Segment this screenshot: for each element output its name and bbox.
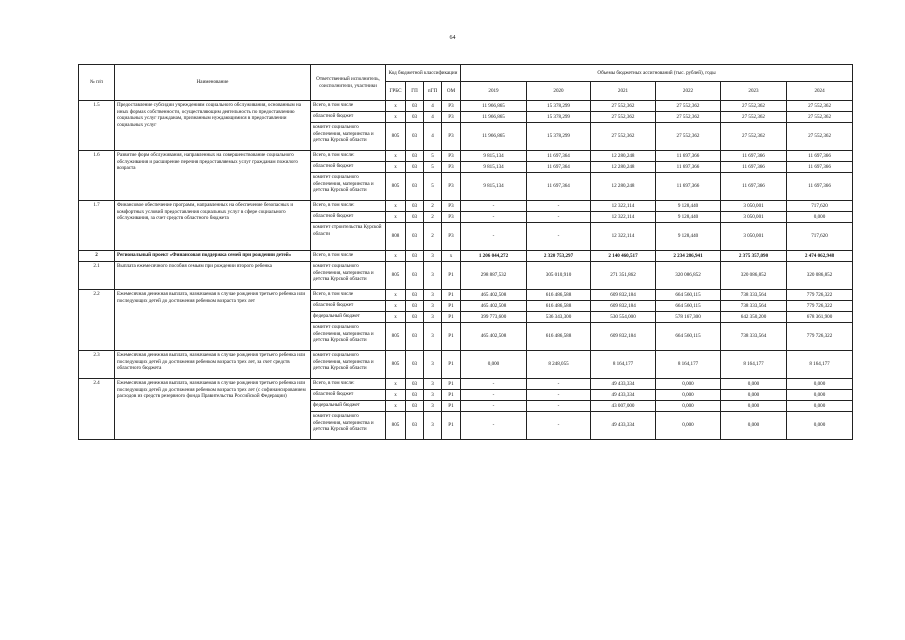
responsible-cell: Всего, в том числе <box>311 101 386 112</box>
code-pgp-cell: 5 <box>424 151 442 162</box>
table-row <box>79 290 853 301</box>
amount-cell: - <box>461 212 527 223</box>
row-number: 1.7 <box>79 201 115 251</box>
code-gp-cell: 03 <box>406 379 424 390</box>
amount-cell: 27 552,362 <box>787 112 853 123</box>
amount-cell: 11 697,366 <box>787 173 853 201</box>
amount-cell: - <box>461 379 527 390</box>
budget-table <box>78 64 853 440</box>
amount-cell: 11 697,366 <box>721 162 787 173</box>
code-pgp-cell: 2 <box>424 212 442 223</box>
amount-cell: 0,000 <box>787 401 853 412</box>
header-year: 2022 <box>656 82 721 101</box>
responsible-cell: Всего, в том числе: <box>311 201 386 212</box>
code-om-cell: Р3 <box>442 123 461 151</box>
code-om-cell: Р1 <box>442 290 461 301</box>
code-pgp-cell: 2 <box>424 223 442 251</box>
code-om-cell: Р1 <box>442 390 461 401</box>
code-om-cell: Р3 <box>442 212 461 223</box>
amount-cell: 27 552,362 <box>721 112 787 123</box>
amount-cell: 15 378,299 <box>527 112 591 123</box>
code-om-cell: Р1 <box>442 301 461 312</box>
code-grbs-cell: х <box>386 112 406 123</box>
row-number: 2.1 <box>79 262 115 290</box>
amount-cell: 0,000 <box>787 412 853 440</box>
code-gp-cell: 03 <box>406 151 424 162</box>
code-gp-cell: 03 <box>406 212 424 223</box>
amount-cell: 27 552,362 <box>591 123 656 151</box>
table-header <box>79 65 853 101</box>
amount-cell: 2 320 753,297 <box>527 251 591 262</box>
amount-cell: - <box>461 390 527 401</box>
amount-cell: 3 050,001 <box>721 201 787 212</box>
amount-cell: 11 966,865 <box>461 112 527 123</box>
code-grbs-cell: х <box>386 401 406 412</box>
measure-name: Ежемесячная денежная выплата, назначаемая в случае рождения третьего ребенка или последующих детей до достижения ребенком возраста трех лет, за счет средств областного бюджета <box>115 351 311 379</box>
amount-cell: 0,000 <box>787 212 853 223</box>
amount-cell: 642 350,200 <box>721 312 787 323</box>
header-name: Наименование <box>115 65 311 101</box>
header-code-pgp: пГП <box>424 82 442 101</box>
amount-cell: 27 552,362 <box>656 112 721 123</box>
code-pgp-cell: 3 <box>424 379 442 390</box>
code-grbs-cell: х <box>386 162 406 173</box>
amount-cell: 465 402,508 <box>461 301 527 312</box>
header-year: 2019 <box>461 82 527 101</box>
table-row <box>79 151 853 162</box>
amount-cell: 27 552,362 <box>787 123 853 151</box>
code-pgp-cell: 3 <box>424 401 442 412</box>
code-gp-cell: 03 <box>406 173 424 201</box>
amount-cell: 0,000 <box>656 390 721 401</box>
code-om-cell: х <box>442 251 461 262</box>
amount-cell: - <box>461 201 527 212</box>
amount-cell: 738 333,564 <box>721 301 787 312</box>
code-gp-cell: 03 <box>406 351 424 379</box>
header-responsible: Ответственный исполнитель, соисполнители, участники <box>311 65 386 101</box>
code-gp-cell: 03 <box>406 312 424 323</box>
amount-cell: 717,620 <box>787 223 853 251</box>
page-number: 64 <box>449 35 456 41</box>
code-om-cell: Р3 <box>442 173 461 201</box>
amount-cell: 11 697,366 <box>787 162 853 173</box>
code-grbs-cell: 808 <box>386 223 406 251</box>
table-row <box>79 201 853 212</box>
code-grbs-cell: х <box>386 251 406 262</box>
amount-cell: 465 402,508 <box>461 323 527 351</box>
amount-cell: 609 832,184 <box>591 323 656 351</box>
amount-cell: - <box>527 212 591 223</box>
amount-cell: 49 433,334 <box>591 412 656 440</box>
responsible-cell: федеральный бюджет <box>311 401 386 412</box>
amount-cell: 271 351,862 <box>591 262 656 290</box>
amount-cell: 11 966,865 <box>461 101 527 112</box>
amount-cell: 15 378,299 <box>527 123 591 151</box>
amount-cell: 305 010,910 <box>527 262 591 290</box>
code-pgp-cell: 3 <box>424 323 442 351</box>
amount-cell: 2 474 062,948 <box>787 251 853 262</box>
code-gp-cell: 03 <box>406 301 424 312</box>
code-pgp-cell: 3 <box>424 251 442 262</box>
measure-name: Предоставление субсидии учреждениям социального обслуживания, основанным на иных формах собственности, осуществляющим деятельность по предоставлению социальных услуг гражданам, признанным нуждающимися в предоставлении социальных услуг <box>115 101 311 151</box>
code-om-cell: Р1 <box>442 312 461 323</box>
row-number: 2.2 <box>79 290 115 351</box>
amount-cell: 27 552,362 <box>591 101 656 112</box>
responsible-cell: комитет социального обеспечения, материнства и детства Курской области <box>311 123 386 151</box>
code-gp-cell: 03 <box>406 290 424 301</box>
code-grbs-cell: х <box>386 151 406 162</box>
amount-cell: - <box>527 201 591 212</box>
amount-cell: - <box>461 412 527 440</box>
code-grbs-cell: х <box>386 212 406 223</box>
code-gp-cell: 03 <box>406 401 424 412</box>
amount-cell: 9 128,440 <box>656 212 721 223</box>
responsible-cell: комитет строительства Курской области <box>311 223 386 251</box>
code-pgp-cell: 3 <box>424 301 442 312</box>
amount-cell: 9 128,440 <box>656 201 721 212</box>
measure-name: Финансовое обеспечение программ, направленных на обеспечение безопасных и комфортных условий предоставления социальных услуг в сфере социального обслуживания, за счет средств областного бюджета <box>115 201 311 251</box>
header-year: 2020 <box>527 82 591 101</box>
amount-cell: 0,000 <box>656 379 721 390</box>
code-pgp-cell: 2 <box>424 201 442 212</box>
amount-cell: 0,000 <box>656 412 721 440</box>
code-om-cell: Р1 <box>442 323 461 351</box>
code-pgp-cell: 3 <box>424 262 442 290</box>
responsible-cell: Всего, в том числе <box>311 251 386 262</box>
code-grbs-cell: х <box>386 312 406 323</box>
header-year: 2021 <box>591 82 656 101</box>
amount-cell: 27 552,362 <box>721 123 787 151</box>
header-year: 2024 <box>787 82 853 101</box>
amount-cell: 9 815,134 <box>461 162 527 173</box>
row-number: 1.5 <box>79 101 115 151</box>
amount-cell: 27 552,362 <box>721 101 787 112</box>
code-grbs-cell: х <box>386 101 406 112</box>
amount-cell: 664 560,115 <box>656 301 721 312</box>
amount-cell: 27 552,362 <box>656 123 721 151</box>
code-grbs-cell: х <box>386 301 406 312</box>
amount-cell: 320 086,852 <box>656 262 721 290</box>
code-pgp-cell: 3 <box>424 412 442 440</box>
amount-cell: 12 280,248 <box>591 173 656 201</box>
amount-cell: 11 697,366 <box>721 151 787 162</box>
code-gp-cell: 03 <box>406 201 424 212</box>
amount-cell: 2 140 460,517 <box>591 251 656 262</box>
amount-cell: - <box>461 401 527 412</box>
measure-name: Выплата ежемесячного пособия семьям при рождении второго ребенка <box>115 262 311 290</box>
amount-cell: 779 726,322 <box>787 290 853 301</box>
responsible-cell: областной бюджет <box>311 112 386 123</box>
amount-cell: 8 164,177 <box>787 351 853 379</box>
code-grbs-cell: х <box>386 201 406 212</box>
amount-cell: - <box>527 412 591 440</box>
amount-cell: 0,000 <box>721 390 787 401</box>
amount-cell: 12 322,114 <box>591 201 656 212</box>
code-gp-cell: 03 <box>406 101 424 112</box>
code-gp-cell: 03 <box>406 412 424 440</box>
table-row <box>79 262 853 290</box>
amount-cell: 465 402,508 <box>461 290 527 301</box>
amount-cell: 578 167,300 <box>656 312 721 323</box>
code-gp-cell: 03 <box>406 223 424 251</box>
responsible-cell: комитет социального обеспечения, материнства и детства Курской области <box>311 412 386 440</box>
amount-cell: 3 050,001 <box>721 212 787 223</box>
amount-cell: 27 552,362 <box>591 112 656 123</box>
amount-cell: 298 887,532 <box>461 262 527 290</box>
code-om-cell: Р3 <box>442 162 461 173</box>
amount-cell: 9 815,134 <box>461 151 527 162</box>
table-row <box>79 101 853 112</box>
header-volumes: Объемы бюджетных ассигнований (тыс. рублей), годы <box>461 65 853 82</box>
amount-cell: 717,620 <box>787 201 853 212</box>
responsible-cell: областной бюджет <box>311 301 386 312</box>
amount-cell: 536 343,300 <box>527 312 591 323</box>
code-pgp-cell: 3 <box>424 312 442 323</box>
code-om-cell: Р1 <box>442 412 461 440</box>
code-grbs-cell: х <box>386 379 406 390</box>
row-number: 1.6 <box>79 151 115 201</box>
amount-cell: 0,000 <box>721 379 787 390</box>
code-pgp-cell: 3 <box>424 290 442 301</box>
code-gp-cell: 03 <box>406 323 424 351</box>
amount-cell: 11 697,364 <box>527 151 591 162</box>
responsible-cell: Всего, в том числе: <box>311 151 386 162</box>
amount-cell: 609 832,184 <box>591 290 656 301</box>
amount-cell: 0,000 <box>461 351 527 379</box>
amount-cell: 320 086,852 <box>721 262 787 290</box>
amount-cell: 530 554,000 <box>591 312 656 323</box>
measure-name: Ежемесячная денежная выплата, назначаемая в случае рождения третьего ребенка или последующих детей до достижения ребенком возраста трех лет (с софинансированием расходов из средств резервного фонда Правительства Российской Федерации) <box>115 379 311 440</box>
amount-cell: 320 086,852 <box>787 262 853 290</box>
amount-cell: 12 322,114 <box>591 212 656 223</box>
code-om-cell: Р3 <box>442 101 461 112</box>
amount-cell: 9 128,440 <box>656 223 721 251</box>
code-grbs-cell: 805 <box>386 323 406 351</box>
amount-cell: 8 248,055 <box>527 351 591 379</box>
code-gp-cell: 03 <box>406 390 424 401</box>
measure-name: Развитие форм обслуживания, направленных на совершенствование социального обслуживания и расширение перечня предоставляемых услуг гражданам пожилого возраста <box>115 151 311 201</box>
amount-cell: 616 486,588 <box>527 323 591 351</box>
responsible-cell: областной бюджет <box>311 162 386 173</box>
row-number: 2.3 <box>79 351 115 379</box>
amount-cell: 738 333,564 <box>721 290 787 301</box>
amount-cell: 3 050,001 <box>721 223 787 251</box>
amount-cell: 738 333,564 <box>721 323 787 351</box>
code-pgp-cell: 4 <box>424 101 442 112</box>
amount-cell: 15 378,299 <box>527 101 591 112</box>
amount-cell: 616 486,588 <box>527 301 591 312</box>
header-code-gp: ГП <box>406 82 424 101</box>
amount-cell: 0,000 <box>721 401 787 412</box>
responsible-cell: областной бюджет <box>311 212 386 223</box>
responsible-cell: комитет социального обеспечения, материнства и детства Курской области <box>311 173 386 201</box>
amount-cell: 678 361,900 <box>787 312 853 323</box>
amount-cell: 11 697,366 <box>656 173 721 201</box>
table-body <box>79 101 853 440</box>
code-om-cell: Р1 <box>442 401 461 412</box>
table-row <box>79 251 853 262</box>
measure-name: Региональный проект «Финансовая поддержка семей при рождении детей» <box>115 251 311 262</box>
responsible-cell: областной бюджет <box>311 390 386 401</box>
code-grbs-cell: 805 <box>386 351 406 379</box>
table-row <box>79 351 853 379</box>
code-grbs-cell: х <box>386 290 406 301</box>
amount-cell: 664 560,115 <box>656 323 721 351</box>
code-om-cell: Р3 <box>442 201 461 212</box>
amount-cell: 399 773,600 <box>461 312 527 323</box>
amount-cell: 0,000 <box>787 379 853 390</box>
measure-name: Ежемесячная денежная выплата, назначаемая в случае рождения третьего ребенка или последующих детей до достижения ребенком возраста трех лет <box>115 290 311 351</box>
code-pgp-cell: 3 <box>424 351 442 379</box>
amount-cell: 12 280,248 <box>591 151 656 162</box>
code-gp-cell: 03 <box>406 162 424 173</box>
amount-cell: 8 164,177 <box>591 351 656 379</box>
code-grbs-cell: х <box>386 390 406 401</box>
amount-cell: 616 486,588 <box>527 290 591 301</box>
amount-cell: 779 726,322 <box>787 323 853 351</box>
amount-cell: - <box>527 401 591 412</box>
code-om-cell: Р3 <box>442 151 461 162</box>
amount-cell: - <box>461 223 527 251</box>
amount-cell: 12 322,114 <box>591 223 656 251</box>
amount-cell: 0,000 <box>787 390 853 401</box>
code-gp-cell: 03 <box>406 123 424 151</box>
amount-cell: - <box>527 223 591 251</box>
amount-cell: 1 206 044,272 <box>461 251 527 262</box>
amount-cell: 11 697,366 <box>721 173 787 201</box>
header-code-om: ОМ <box>442 82 461 101</box>
code-pgp-cell: 5 <box>424 162 442 173</box>
code-grbs-cell: 805 <box>386 173 406 201</box>
code-gp-cell: 03 <box>406 262 424 290</box>
amount-cell: 8 164,177 <box>721 351 787 379</box>
amount-cell: 11 697,364 <box>527 162 591 173</box>
amount-cell: 2 234 286,941 <box>656 251 721 262</box>
code-pgp-cell: 4 <box>424 112 442 123</box>
responsible-cell: комитет социального обеспечения, материнства и детства Курской области <box>311 351 386 379</box>
row-number: 2 <box>79 251 115 262</box>
header-code-grbs: ГРБС <box>386 82 406 101</box>
row-number: 2.4 <box>79 379 115 440</box>
code-gp-cell: 03 <box>406 112 424 123</box>
amount-cell: 9 815,134 <box>461 173 527 201</box>
code-om-cell: Р1 <box>442 379 461 390</box>
amount-cell: 609 832,184 <box>591 301 656 312</box>
amount-cell: 43 007,000 <box>591 401 656 412</box>
code-gp-cell: 03 <box>406 251 424 262</box>
code-om-cell: Р1 <box>442 262 461 290</box>
amount-cell: 49 433,334 <box>591 390 656 401</box>
responsible-cell: Всего, в том числе: <box>311 379 386 390</box>
responsible-cell: федеральный бюджет <box>311 312 386 323</box>
amount-cell: - <box>527 390 591 401</box>
code-grbs-cell: 805 <box>386 262 406 290</box>
code-grbs-cell: 805 <box>386 123 406 151</box>
amount-cell: 27 552,362 <box>787 101 853 112</box>
header-year: 2023 <box>721 82 787 101</box>
amount-cell: 11 697,366 <box>656 162 721 173</box>
code-pgp-cell: 4 <box>424 123 442 151</box>
code-pgp-cell: 3 <box>424 390 442 401</box>
responsible-cell: комитет социального обеспечения, материнства и детства Курской области <box>311 262 386 290</box>
code-grbs-cell: 805 <box>386 412 406 440</box>
amount-cell: 11 697,366 <box>656 151 721 162</box>
amount-cell: 12 280,248 <box>591 162 656 173</box>
amount-cell: 0,000 <box>656 401 721 412</box>
responsible-cell: комитет социального обеспечения, материнства и детства Курской области <box>311 323 386 351</box>
amount-cell: 0,000 <box>721 412 787 440</box>
amount-cell: - <box>527 379 591 390</box>
code-om-cell: Р3 <box>442 112 461 123</box>
amount-cell: 2 375 357,090 <box>721 251 787 262</box>
code-pgp-cell: 5 <box>424 173 442 201</box>
amount-cell: 664 560,115 <box>656 290 721 301</box>
amount-cell: 27 552,362 <box>656 101 721 112</box>
amount-cell: 8 164,177 <box>656 351 721 379</box>
header-num: № п/п <box>79 65 115 101</box>
amount-cell: 779 726,322 <box>787 301 853 312</box>
amount-cell: 11 966,865 <box>461 123 527 151</box>
code-om-cell: Р3 <box>442 223 461 251</box>
code-om-cell: Р1 <box>442 351 461 379</box>
responsible-cell: Всего, в том числе <box>311 290 386 301</box>
amount-cell: 11 697,364 <box>527 173 591 201</box>
amount-cell: 11 697,366 <box>787 151 853 162</box>
header-budget-code: Код бюджетной классификации <box>386 65 461 82</box>
table-row <box>79 379 853 390</box>
amount-cell: 49 433,334 <box>591 379 656 390</box>
